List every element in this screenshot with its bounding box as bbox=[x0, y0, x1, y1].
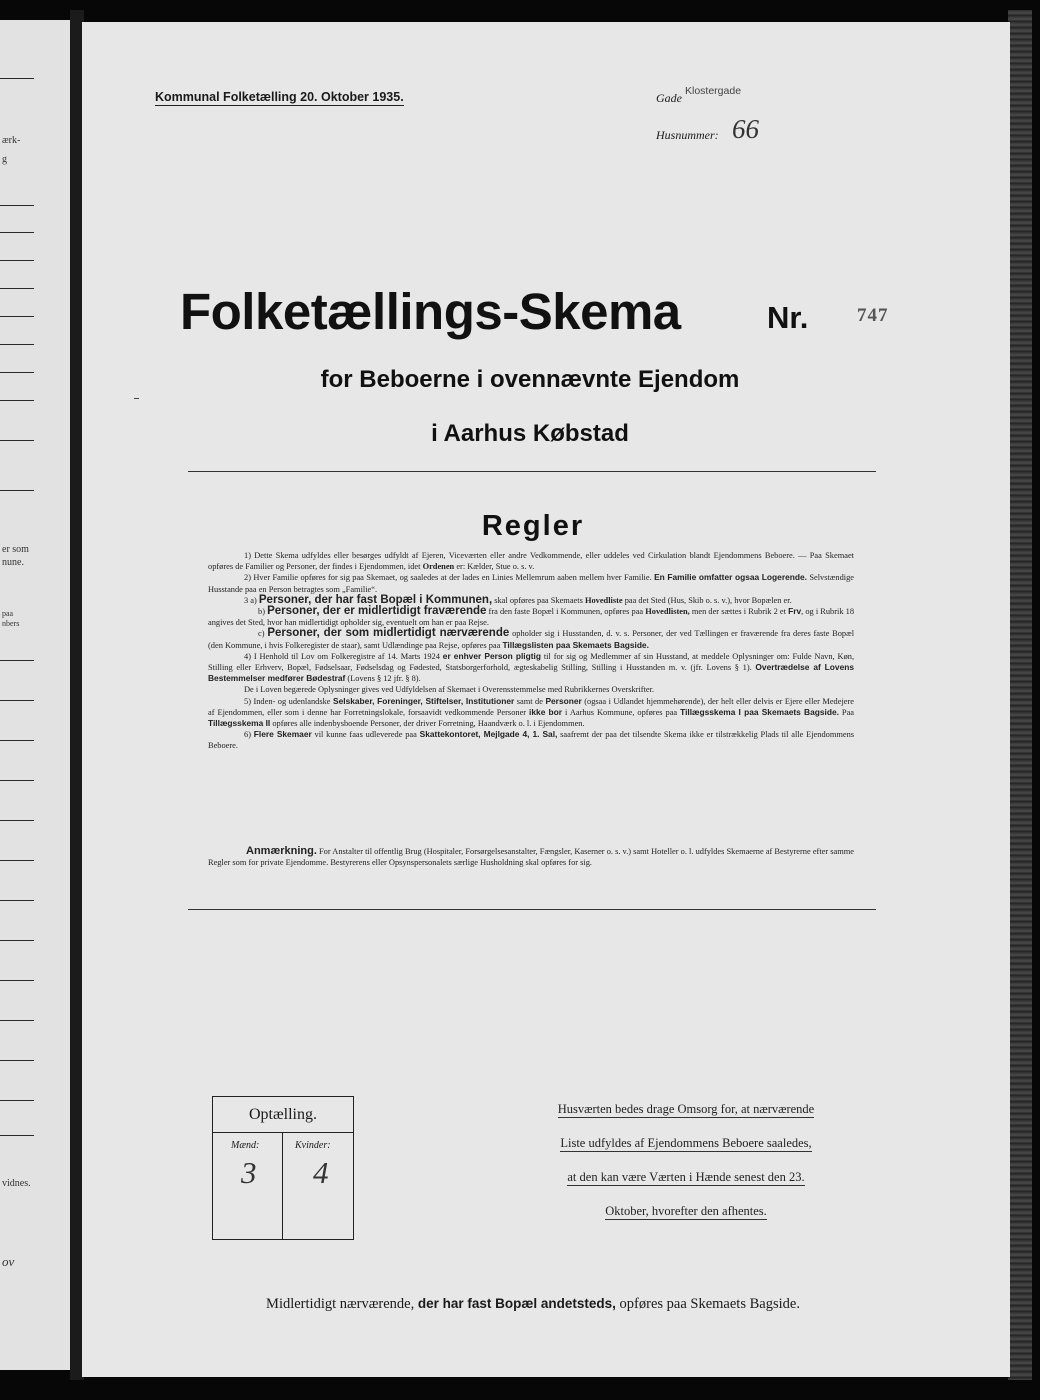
optaelling-title: Optælling. bbox=[213, 1100, 353, 1133]
fragment-text: ærk- bbox=[2, 135, 21, 146]
form-rule bbox=[0, 344, 34, 345]
anmaerkning bbox=[208, 846, 854, 868]
footer-part-bold: der har fast Bopæl andetsteds, bbox=[417, 1296, 616, 1311]
rule-1: 1) Dette Skema udfyldes eller besørges udfyldt af Ejeren, Viceværten eller andre Vedkommende, eller uddeles ved Cirkulation blandt Ejendommens Beboere. — Paa Skemaet opføres de Familier og Personer, der findes i Ejendommen, idet Ordenen er: Kælder, Stue o. s. v. bbox=[208, 551, 854, 572]
divider-bottom bbox=[188, 909, 876, 910]
form-rule bbox=[0, 700, 34, 701]
fragment-handwriting: ov bbox=[2, 1254, 15, 1269]
form-rule bbox=[0, 780, 34, 781]
form-rule bbox=[0, 660, 34, 661]
maend-label: Mænd: bbox=[231, 1140, 260, 1151]
husnummer-value: 66 bbox=[732, 114, 759, 144]
rules-heading: Regler bbox=[481, 510, 585, 542]
page-stack-edge bbox=[1008, 10, 1032, 1380]
rule-5: 5) Inden- og udenlandske Selskaber, Foreninger, Stiftelser, Institutioner samt de Personer (ogsaa i Udlandet hjemmehørende), der helt eller delvis er Ejere eller Medejere af Ejendommen, eller som i denne har Forretningslokale, forsaavidt vedkommende Personer ikke bor i Aarhus Kommune, opføres paa Tillægsskema I paa Skemaets Bagside. Paa Tillægsskema II opføres alle indenbysboende Personer, der driver Forretning, Haandværk o. l. i Ejendommen. bbox=[208, 695, 855, 729]
rule-3c: c) Personer, der som midlertidigt nærværende opholder sig i Husstanden, d. v. s. Personer, der ved Tællingen er fraværende fra deres faste Bopæl (den Kommune, i hvis Folkeregister de staar), samt Udlændinge paa Rejse, opføres paa Tillægslisten paa Skemaets Bagside. bbox=[208, 627, 855, 650]
form-rule bbox=[0, 288, 34, 289]
form-rule bbox=[0, 1135, 34, 1136]
gade-label: Gade bbox=[656, 91, 682, 105]
subtitle-beboerne: for Beboerne i ovennævnte Ejendom bbox=[320, 366, 740, 393]
form-rule bbox=[0, 940, 34, 941]
gade-value: Klostergade bbox=[685, 85, 742, 97]
anmaerkning-text: For Anstalter til offentlig Brug (Hospitaler, Forsørgelsesanstalter, Fængsler, Kaserner o. s. v.) samt Hoteller o. l. udfyldes Skemaerne af Bestyrerne efter samme Regler som for private Ejendomme. Bestyrerens eller Opsynspersonalets særlige Husholdning skal opføres for sig. bbox=[208, 847, 854, 868]
notice-line: Oktober, hvorefter den afhentes. bbox=[605, 1204, 767, 1218]
margin-mark bbox=[134, 398, 139, 399]
form-rule bbox=[0, 900, 34, 901]
form-rule bbox=[0, 820, 34, 821]
husnummer-label: Husnummer: bbox=[656, 128, 719, 142]
notice-line: Husværten bedes drage Omsorg for, at nærværende bbox=[557, 1102, 815, 1116]
fragment-text: paa bbox=[2, 609, 14, 618]
nr-label: Nr. bbox=[767, 300, 809, 335]
fragment-text: nbers bbox=[2, 619, 20, 628]
anmaerkning-title: Anmærkning. bbox=[246, 845, 317, 857]
form-rule bbox=[0, 205, 34, 206]
notice-line: Liste udfyldes af Ejendommens Beboere saaledes, bbox=[560, 1136, 812, 1150]
form-rule bbox=[0, 316, 34, 317]
maend-count: 3 bbox=[241, 1155, 257, 1190]
nr-value: 747 bbox=[857, 305, 889, 326]
form-rule bbox=[0, 1020, 34, 1021]
form-rule bbox=[0, 980, 34, 981]
subtitle-aarhus: i Aarhus Købstad bbox=[431, 420, 629, 447]
footer-part: Midlertidigt nærværende, bbox=[266, 1296, 415, 1312]
rule-4-cont: De i Loven begærede Oplysninger gives ved Udfyldelsen af Skemaet i Overensstemmelse med Rubrikkernes Overskrifter. bbox=[244, 685, 655, 695]
landlord-notice bbox=[516, 1102, 856, 1238]
divider-top bbox=[188, 471, 876, 472]
form-rule bbox=[0, 740, 34, 741]
form-rule bbox=[0, 260, 34, 261]
form-rule bbox=[0, 1100, 34, 1101]
previous-page-edge bbox=[0, 20, 72, 1370]
kvinder-count: 4 bbox=[313, 1155, 329, 1190]
optaelling-divider bbox=[282, 1132, 283, 1239]
rule-3b: b) Personer, der er midlertidigt fraværende fra den faste Bopæl i Kommunen, opføres paa Hovedlisten, men der sættes i Rubrik 2 et Frv, og i Rubrik 18 angives det Sted, hvor han midlertidigt opholder sig, eventuelt om han er paa Rejse. bbox=[208, 605, 855, 628]
rule-6: 6) Flere Skemaer vil kunne faas udleverede paa Skattekontoret, Mejlgade 4, 1. Sal, saafremt der paa det tilsendte Skema ikke er tilstrækkelig Plads til alle Ejendommens Beboere. bbox=[208, 729, 855, 751]
census-header: Kommunal Folketælling 20. Oktober 1935. bbox=[155, 90, 404, 104]
form-rule bbox=[0, 860, 34, 861]
optaelling-box bbox=[212, 1096, 354, 1240]
form-rule bbox=[0, 1060, 34, 1061]
footer-note bbox=[0, 1296, 1040, 1313]
fragment-text: vidnes. bbox=[2, 1178, 31, 1189]
form-rule bbox=[0, 490, 34, 491]
form-rule bbox=[0, 78, 34, 79]
notice-line: at den kan være Værten i Hænde senest den 23. bbox=[567, 1170, 805, 1184]
fragment-text: g bbox=[2, 154, 7, 165]
form-rule bbox=[0, 232, 34, 233]
kvinder-label: Kvinder: bbox=[295, 1140, 331, 1151]
rules-text bbox=[208, 550, 854, 752]
rule-2: 2) Hver Familie opføres for sig paa Skemaet, og saaledes at der lades en Linies Mellemrum aaben mellem hver Familie. En Familie omfatter ogsaa Logerende. Selvstændige Husstande paa en Person betragtes som „Familie“. bbox=[208, 572, 855, 594]
form-title: Folketællings-Skema bbox=[180, 283, 681, 340]
fragment-text: er som bbox=[2, 544, 29, 555]
rule-4: 4) I Henhold til Lov om Folkeregistre af 14. Marts 1924 er enhver Person pligtig til for sig og Medlemmer af sin Husstand, at meddele Oplysninger om: Fulde Navn, Køn, Stilling eller Erhverv, Bopæl, Fødselsaar, Fødselsdag og Fødested, Statsborgerforhold, ægteskabelig Stilling, Stilling i Husstanden m. v. (jfr. Lovens § 1). Overtrædelse af Lovens Bestemmelser medfører Bødestraf (Lovens § 12 jfr. § 8). bbox=[208, 650, 855, 684]
footer-part: opføres paa Skemaets Bagside. bbox=[619, 1296, 800, 1312]
fragment-text: nune. bbox=[2, 557, 24, 568]
form-rule bbox=[0, 400, 34, 401]
rule-3a: 3 a) Personer, der har fast Bopæl i Kommunen, skal opføres paa Skemaets Hovedliste paa det Sted (Hus, Skib o. s. v.), hvor Bopælen er. bbox=[244, 593, 792, 606]
